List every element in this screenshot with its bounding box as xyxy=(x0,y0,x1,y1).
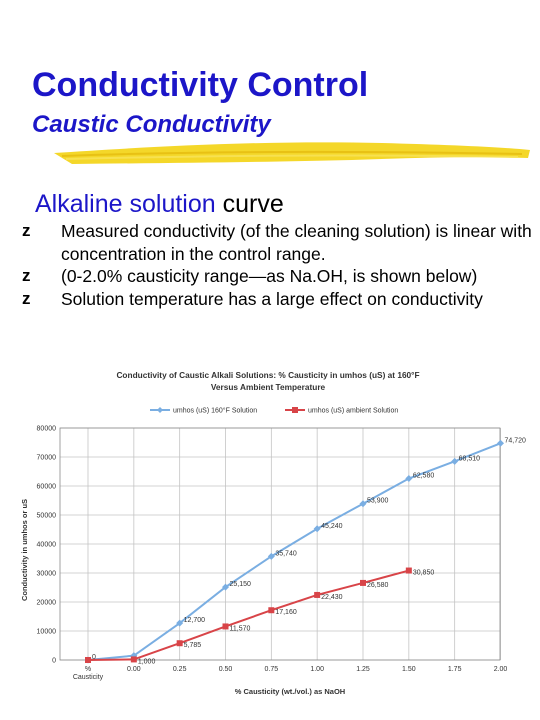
bullet-item xyxy=(12,265,537,288)
chart-legend xyxy=(150,407,398,415)
y-tick-label: 60000 xyxy=(36,483,56,491)
legend-marker xyxy=(157,407,163,413)
data-label: 45,240 xyxy=(321,522,343,530)
bullet-text: Solution temperature has a large effect on conductivity xyxy=(61,288,483,309)
data-label: 26,580 xyxy=(367,581,389,589)
z-bullet-icon: z xyxy=(22,221,31,240)
chart-axes xyxy=(37,426,508,682)
y-tick-label: 40000 xyxy=(36,541,56,549)
bullet-item xyxy=(12,220,537,265)
data-label: 1,000 xyxy=(137,658,156,666)
data-point xyxy=(406,568,412,574)
legend-label: umhos (uS) 160°F Solution xyxy=(173,407,258,415)
z-bullet-icon: z xyxy=(22,288,31,308)
data-label: 35,740 xyxy=(275,550,297,558)
bullet-list xyxy=(12,220,537,310)
data-point xyxy=(177,640,183,646)
section-heading-highlight: Alkaline solution xyxy=(35,190,216,218)
slide-subtitle: Caustic Conductivity xyxy=(32,111,271,138)
x-tick-label: 0.75 xyxy=(264,666,279,673)
bullet-text: Measured conductivity (of the cleaning solution) is linear with concentration in the control range. xyxy=(61,221,532,264)
x-tick-label: 2.00 xyxy=(493,666,508,673)
y-tick-label: 50000 xyxy=(36,512,56,520)
slide-title: Conductivity Control xyxy=(32,66,369,104)
data-label: 74,720 xyxy=(504,437,526,445)
chart-y-axis-label: Conductivity in umhos or uS xyxy=(20,498,29,602)
z-bullet-icon: z xyxy=(22,266,31,285)
data-point xyxy=(85,657,91,663)
x-tick-label: 1.50 xyxy=(402,666,416,673)
data-point xyxy=(314,592,320,598)
x-tick-label: Causticity xyxy=(72,674,104,681)
x-tick-label: 1.75 xyxy=(447,666,462,673)
data-point xyxy=(131,656,137,662)
y-tick-label: 0 xyxy=(52,657,56,665)
chart-x-axis-label: % Causticity (wt./vol.) as NaOH xyxy=(234,687,346,696)
data-label: 12,700 xyxy=(183,617,206,625)
data-point xyxy=(268,607,274,613)
data-label: 22,430 xyxy=(321,593,343,601)
data-point xyxy=(360,580,366,586)
data-label: 62,580 xyxy=(412,472,435,480)
chart-title: Conductivity of Caustic Alkali Solutions: % Causticity in umhos (uS) at 160°F xyxy=(116,370,420,380)
y-tick-label: 10000 xyxy=(36,628,56,636)
section-heading xyxy=(35,190,284,219)
chart-gridlines xyxy=(60,428,501,660)
y-tick-label: 80000 xyxy=(36,425,56,433)
x-tick-label: 1.25 xyxy=(356,666,370,673)
legend-label: umhos (uS) ambient Solution xyxy=(308,407,399,415)
bullet-item xyxy=(12,288,537,311)
x-tick-label: 0.00 xyxy=(127,666,141,673)
data-label: 25,150 xyxy=(229,581,251,589)
data-label: 53,900 xyxy=(367,497,389,505)
legend-marker xyxy=(292,407,298,413)
data-label: 17,160 xyxy=(275,609,297,617)
section-heading-rest: curve xyxy=(215,190,284,218)
data-label: 0 xyxy=(92,654,96,661)
yellow-brush-stroke xyxy=(52,138,532,176)
data-point xyxy=(497,440,504,447)
x-tick-label: % xyxy=(84,666,92,673)
y-tick-label: 30000 xyxy=(36,570,56,578)
y-tick-label: 20000 xyxy=(36,599,56,607)
x-tick-label: 1.00 xyxy=(310,666,324,673)
data-label: 30,850 xyxy=(412,569,435,577)
x-tick-label: 0.25 xyxy=(172,666,187,673)
conductivity-chart xyxy=(0,355,540,700)
data-label: 68,510 xyxy=(458,455,481,463)
data-point xyxy=(451,458,458,465)
data-point xyxy=(223,623,229,629)
data-label: 5,785 xyxy=(183,642,202,650)
bullet-text: (0-2.0% causticity range—as Na.OH, is shown below) xyxy=(61,266,478,286)
chart-subtitle: Versus Ambient Temperature xyxy=(210,382,326,392)
data-label: 11,570 xyxy=(229,625,251,633)
y-tick-label: 70000 xyxy=(36,454,56,462)
x-tick-label: 0.50 xyxy=(218,666,233,673)
